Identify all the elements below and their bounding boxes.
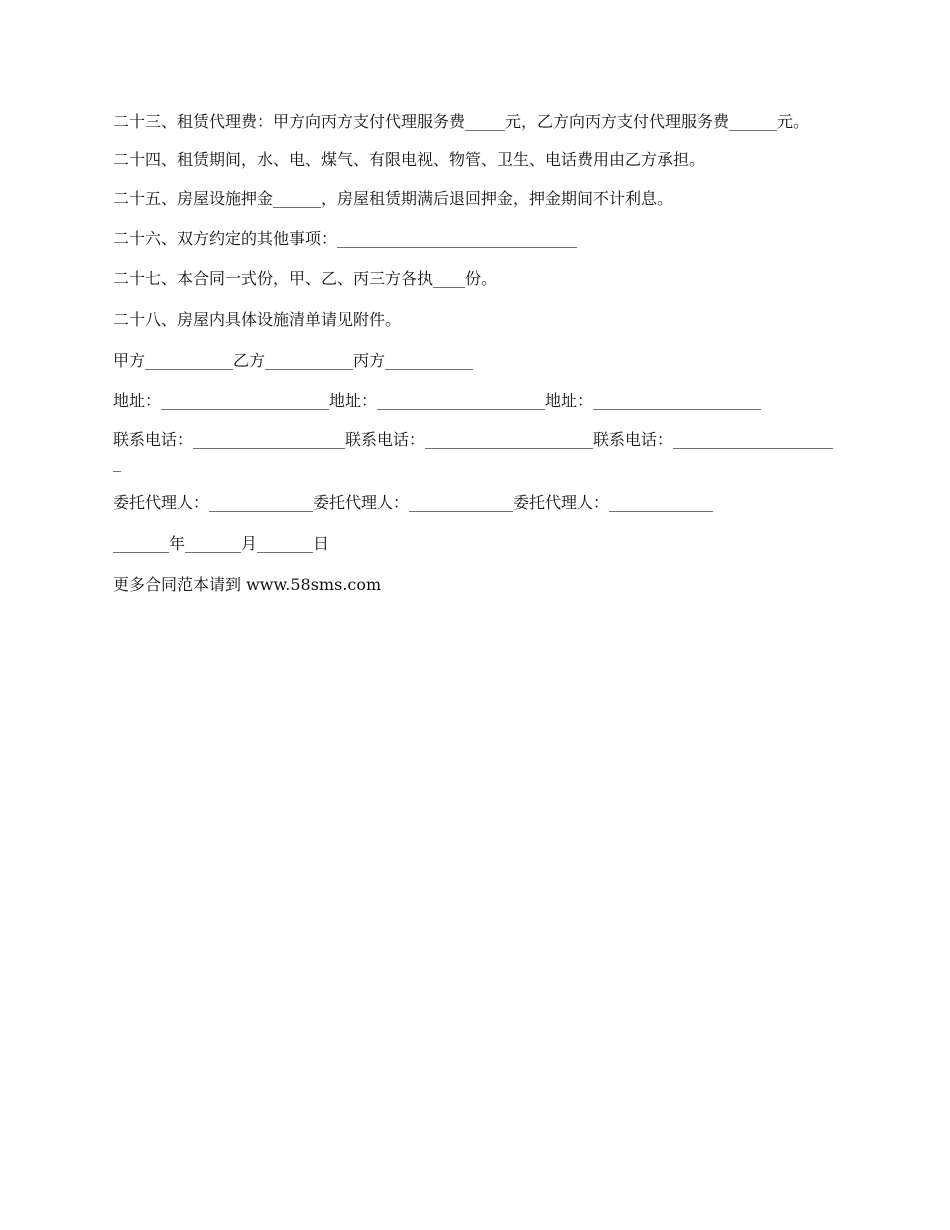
document-page <box>113 110 840 596</box>
clause-25-deposit: 二十五、房屋设施押金______，房屋租赁期满后退回押金，押金期间不计利息。 <box>113 189 674 208</box>
clause-27-copies: 二十七、本合同一式份，甲、乙、丙三方各执____份。 <box>113 269 498 288</box>
clause-24-utilities: 二十四、租赁期间，水、电、煤气、有限电视、物管、卫生、电话费用由乙方承担。 <box>113 150 706 169</box>
clause-28-facility-list: 二十八、房屋内具体设施清单请见附件。 <box>113 310 402 329</box>
clause-26-other-matters: 二十六、双方约定的其他事项：______________________________ <box>113 229 578 248</box>
phone-line: 联系电话：___________________联系电话：_____________________联系电话：_____________________ <box>113 430 834 472</box>
date-line: _______年_______月_______日 <box>113 534 330 553</box>
footer-website-note: 更多合同范本请到 www.58sms.com <box>113 575 382 594</box>
address-line: 地址：_____________________地址：_____________________地址：_____________________ <box>113 391 762 410</box>
clause-23-agency-fee: 二十三、租赁代理费：甲方向丙方支付代理服务费_____元，乙方向丙方支付代理服务费______元。 <box>113 112 810 131</box>
agent-line: 委托代理人：_____________委托代理人：_____________委托代理人：_____________ <box>113 493 714 512</box>
signature-parties-line: 甲方___________乙方___________丙方___________ <box>113 351 474 370</box>
